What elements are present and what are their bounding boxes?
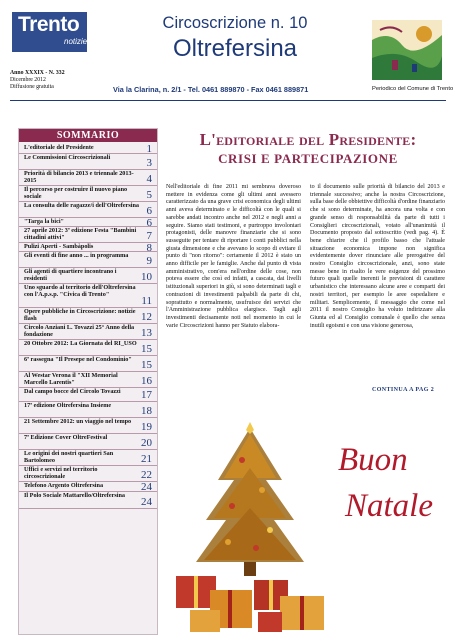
sommario-entry-page: 11	[141, 295, 152, 307]
editorial-column-right: to il documento sulle priorità di bilancio del 2013 e triennale successivo; anche la nostra Circoscrizione, sulla base delle obbiettive difficoltà d'ordine finanziario che si sono determinate, ha ancora una volta e con grande senso di responsabilità da parte di tutti i Consiglieri circoscrizionali, votato all'unanimità il Documento proposto dal sottoscritto (vedi pag. 4). È bene chiarire che il profilo basso che l'attuale situazione economica impone non significa evidentemente dover rinunciare alle prerogative del nostro Consiglio circoscrizionale, anzi, sono state messe bene in risalto le vere esigenze del prossimo futuro quali quelle inerenti le previsioni di carattere urbanistico che interessano alcune aree e comparti dei nostri territori, per esempio le aree ospedaliere e militari. Semplicemente, il messaggio che come nel 2011 il nostro Consiglio ha voluto indirizzare alla Giunta ed al Consiglio comunale è quello che senza inutili egoismi e con una visione generosa,	[310, 184, 445, 329]
sommario-entry-title: Il Polo Sociale Mattarello/Oltrefersina	[24, 492, 125, 499]
sommario-entry[interactable]	[19, 387, 157, 402]
sommario-entry[interactable]	[19, 449, 157, 466]
sommario-entry-title: Gli eventi di fine anno ... in programma	[24, 252, 129, 259]
sommario-entry-page: 16	[141, 375, 152, 387]
sommario-entry[interactable]	[19, 491, 157, 509]
sommario-entry-title: Circolo Anziani L. Tovazzi 25° Anno della fondazione	[24, 324, 135, 338]
sommario-entry-page: 4	[146, 173, 152, 185]
sommario-entry-title: Priorità di bilancio 2013 e triennale 2013-2015	[24, 170, 134, 184]
sommario-entry-page: 3	[146, 157, 152, 169]
logo-sub: notizie	[64, 37, 88, 46]
sommario-entry-title: Opere pubbliche in Circoscrizione: notizie flash	[24, 308, 136, 322]
sommario-entry[interactable]	[19, 283, 157, 308]
oltrefersina-emblem	[372, 20, 442, 80]
masthead-name: Oltrefersina	[172, 35, 298, 62]
sommario-entry-page: 10	[141, 271, 152, 283]
sommario-entry-title: La consulta delle ragazze/i dell'Oltrefersina	[24, 202, 140, 209]
masthead-divider	[10, 100, 446, 101]
sommario-entry-page: 6	[146, 205, 152, 217]
sommario-entry-page: 18	[141, 405, 152, 417]
sommario-entry-title: 27 aprile 2012: 3ª edizione Festa "Bambini cittadini attivi"	[24, 227, 137, 241]
sommario-entry-title: "Targa la bici"	[24, 218, 64, 225]
sommario-entry-page: 6	[146, 217, 152, 229]
editorial-column-left: Nell'editoriale di fine 2011 mi sembrava doveroso mettere in evidenza come gli ultimi anni avessero caratterizzato da una grave crisi economica degli ultimi anni aveva determinato e le difficoltà con le quali si sarebbe andati incontro anche nel 2012 e negli anni a seguire. Siamo stati testimoni, e purtroppo involontari protagonisti, delle manovre finanziarie che si sono susseguite per tentare di riportare i conti pubblici nella giusta dimensione e che avevano lo scopo di evitare il punto di "non ritorno": certamente il 2012 è stato un anno difficile per le famiglie. Anche dal punto di vista amministrativo, com'era nell'ordine delle cose, non poteva essere che così ed infatti, a cascata, dai livelli istituzionali superiori in giù, si sono determinati tagli e contrazioni di investimenti palpabili da parte di chi, soprattutto e normalmente, usufruisce dei servizi che l'Amministrazione pubblica elargisce. Tagli agli investimenti decisamente noti nel momento in cui le varie Circoscrizioni hanno per Statuto elabora-	[166, 184, 301, 329]
sommario-entry-title: 7ª Edizione Cover OltreFestival	[24, 434, 108, 441]
sommario-entry-page: 15	[141, 359, 152, 371]
greeting-natale: Natale	[345, 488, 433, 524]
sommario-entry[interactable]	[19, 339, 157, 356]
logo-main: Trento	[18, 13, 80, 36]
sommario-entry-title: Uno sguardo al territorio dell'Oltrefersina con l'A.p.s.p. "Civica di Trento"	[24, 284, 136, 298]
sommario-entry-title: Pulizi Aperti - Sambàpolis	[24, 243, 94, 250]
issue-date: Dicembre 2012	[10, 77, 46, 83]
sommario-entry-page: 19	[141, 421, 152, 433]
sommario-entry-page: 5	[146, 189, 152, 201]
sommario-entry[interactable]	[19, 201, 157, 218]
issue-distribution: Diffusione gratuita	[10, 84, 54, 90]
sommario-entry-page: 20	[141, 437, 152, 449]
sommario-entry-title: Al Westar Verona il "XII Memorial Marcello Larentis"	[24, 372, 118, 386]
sommario-entry[interactable]	[19, 307, 157, 324]
editorial-subtitle: CRISI E PARTECIPAZIONE	[218, 151, 398, 166]
sommario-entry[interactable]	[19, 251, 157, 268]
sommario-entry[interactable]	[19, 401, 157, 418]
sommario-entry-title: 20 Ottobre 2012: La Giornata del RI_USO	[24, 340, 137, 347]
periodical-label: Periodico del Comune di Trento	[372, 86, 454, 92]
sommario-entry-page: 24	[141, 481, 152, 493]
continue-link[interactable]: CONTINUA A PAG 2	[372, 387, 435, 393]
sommario-entry-page: 13	[141, 327, 152, 339]
sommario-entry-page: 12	[141, 311, 152, 323]
sommario-entry-page: 1	[146, 143, 152, 155]
sommario-entry-title: 17ª edizione Oltrefersina Insieme	[24, 402, 112, 409]
sommario-entry[interactable]	[19, 355, 157, 372]
sommario-entry[interactable]	[19, 417, 157, 434]
sommario-entry-title: L'editoriale del Presidente	[24, 144, 94, 151]
sommario-entry-title: Gli agenti di quartiere incontrano i residenti	[24, 268, 117, 282]
contact-address: Via la Clarina, n. 2/1 - Tel. 0461 889870 - Fax 0461 889871	[113, 85, 309, 94]
sommario-entry-page: 17	[141, 389, 152, 401]
sommario-box	[18, 128, 158, 635]
sommario-entry[interactable]	[19, 169, 157, 186]
christmas-tree-illustration	[170, 420, 330, 635]
sommario-entry[interactable]	[19, 371, 157, 388]
sommario-heading: SOMMARIO	[19, 129, 157, 142]
sommario-entry[interactable]	[19, 185, 157, 202]
sommario-entry[interactable]	[19, 433, 157, 450]
sommario-entry-title: 6ª rassegna "Il Presepe nel Condominio"	[24, 356, 132, 363]
issue-info	[10, 70, 65, 91]
sommario-entry-page: 8	[146, 242, 152, 254]
masthead-title: Circoscrizione n. 10	[162, 14, 308, 32]
sommario-entry[interactable]	[19, 267, 157, 284]
issue-number: Anno XXXIX - N. 332	[10, 70, 65, 76]
trento-notizie-logo	[12, 12, 87, 52]
sommario-entry-title: 21 Settembre 2012: un viaggio nel tempo	[24, 418, 132, 425]
sommario-entry-page: 15	[141, 343, 152, 355]
sommario-entry-title: Le Commissioni Circoscrizionali	[24, 154, 111, 161]
sommario-entry-title: Uffici e servizi nel territorio circoscrizionale	[24, 466, 98, 480]
sommario-entry[interactable]	[19, 153, 157, 170]
sommario-entry-title: Dal campo bocce del Circolo Tovazzi	[24, 388, 121, 395]
sommario-entry[interactable]	[19, 323, 157, 340]
sommario-entry[interactable]	[19, 226, 157, 243]
sommario-entry-page: 21	[141, 453, 152, 465]
sommario-entry-page: 22	[141, 469, 152, 481]
greeting-buon: Buon	[338, 442, 408, 478]
sommario-entry-page: 24	[141, 496, 152, 508]
sommario-entry-title: Il percorso per costruire il nuovo piano sociale	[24, 186, 128, 200]
editorial-title: L'editoriale del Presidente:	[199, 130, 417, 149]
sommario-entry-page: 9	[146, 255, 152, 267]
sommario-entry-title: Telefono Argento Oltrefersina	[24, 482, 104, 489]
sommario-entry-page: 7	[146, 230, 152, 242]
sommario-entry-title: Le origini dei nostri quartieri San Bartolomeo	[24, 450, 114, 464]
sommario-entry[interactable]	[19, 465, 157, 482]
